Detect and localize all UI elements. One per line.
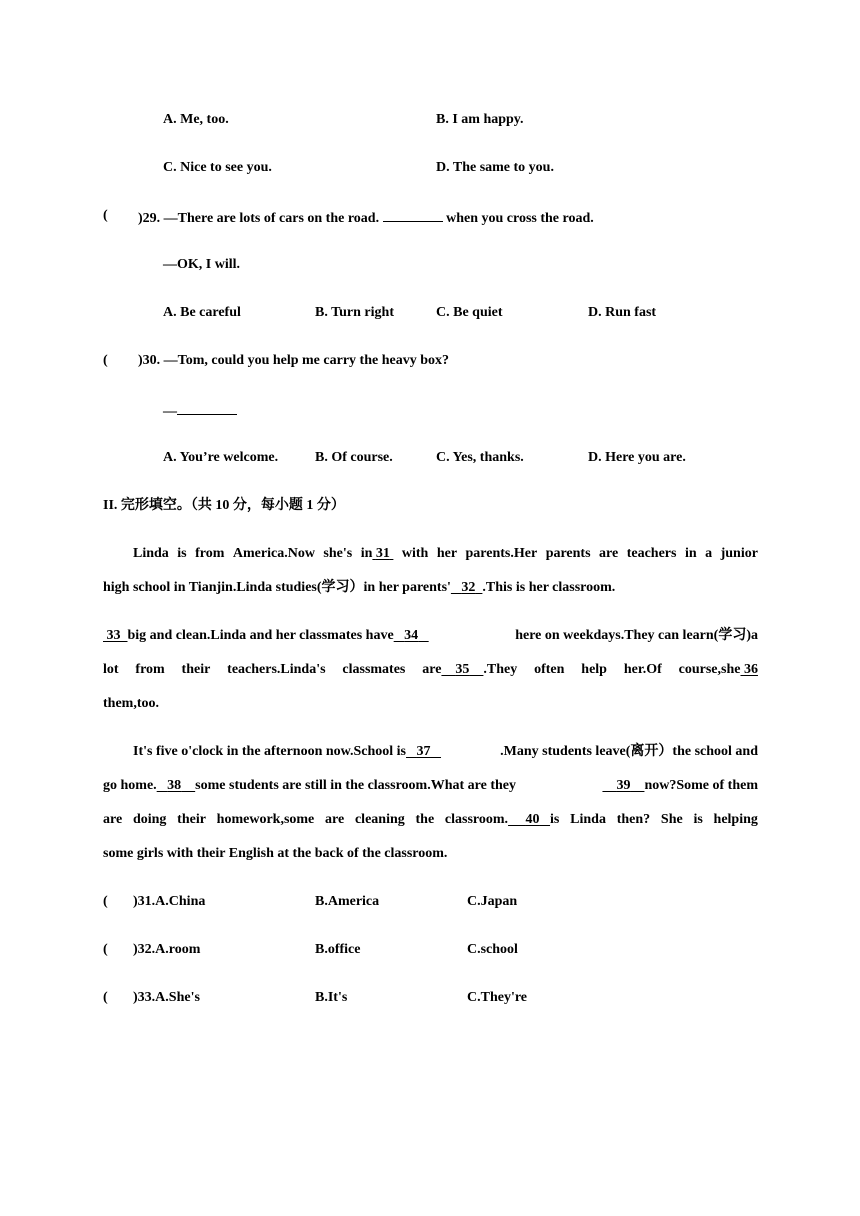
- text: It's five o'clock in the afternoon now.School is: [133, 744, 407, 759]
- passage-p1-line2: [103, 580, 615, 596]
- passage-p3-line2: [103, 778, 758, 794]
- word: cleaning: [354, 812, 405, 827]
- q28-option-b: B. I am happy.: [436, 112, 524, 127]
- word: is: [693, 812, 703, 827]
- passage-p1-line1: [133, 546, 758, 562]
- blank-32-number: 32: [461, 580, 476, 595]
- blank-37-number: 37: [416, 744, 431, 759]
- q32-option-b: B.office: [315, 942, 361, 957]
- q33-paren-open: (: [103, 990, 108, 1005]
- blank-32[interactable]: [451, 580, 483, 595]
- q28-option-c: C. Nice to see you.: [163, 160, 272, 175]
- blank-35-number: 35: [455, 662, 470, 677]
- q29-option-b: B. Turn right: [315, 305, 394, 320]
- q29-suffix: when you cross the road.: [446, 211, 594, 226]
- word: their: [177, 812, 206, 827]
- q30-reply-dash: —: [163, 404, 177, 419]
- word: are: [422, 662, 442, 677]
- q30-paren-close: ): [138, 353, 143, 368]
- blank-36[interactable]: [740, 662, 758, 677]
- word: from: [195, 546, 225, 561]
- section-title: II. 完形填空。（共 10 分，每小题 1 分）: [103, 498, 345, 513]
- word: her: [436, 546, 458, 561]
- passage-p3-line1: [133, 744, 758, 760]
- q29-option-c: C. Be quiet: [436, 305, 503, 320]
- q31-option-a: 31.A.China: [137, 894, 206, 909]
- q33-option-b: B.It's: [315, 990, 348, 1005]
- q30-option-d: D. Here you are.: [588, 450, 686, 465]
- word: are: [325, 812, 345, 827]
- q30-reply: [163, 401, 237, 420]
- word: the: [415, 812, 435, 827]
- blank-40[interactable]: [508, 812, 550, 827]
- blank-38-number: 38: [167, 778, 182, 793]
- q29-answer-blank[interactable]: [383, 208, 443, 222]
- word: with: [401, 546, 429, 561]
- q30-option-a: A. You’re welcome.: [163, 450, 279, 465]
- q30-paren-open: (: [103, 353, 108, 368]
- word: she's: [323, 546, 353, 561]
- passage-p2-line3: them,too.: [103, 696, 159, 711]
- word: doing: [132, 812, 167, 827]
- q30-option-b: B. Of course.: [315, 450, 393, 465]
- text: .Many students leave(离开）the school and: [500, 744, 758, 759]
- q31-paren-open: (: [103, 894, 108, 909]
- word: lot: [103, 662, 119, 677]
- blank-37[interactable]: [406, 744, 441, 759]
- word: are: [599, 546, 619, 561]
- q30-question: [138, 353, 449, 369]
- word: in: [360, 546, 373, 561]
- blank-31-number: 31: [375, 546, 390, 561]
- q30-option-c: C. Yes, thanks.: [436, 450, 524, 465]
- q31-label: [133, 894, 205, 910]
- blank-36-number: 36: [743, 662, 758, 677]
- q29-option-d: D. Run fast: [588, 305, 657, 320]
- word: parents.Her: [465, 546, 538, 561]
- blank-35[interactable]: [441, 662, 483, 677]
- q31-option-c: C.Japan: [467, 894, 518, 909]
- word: are: [103, 812, 123, 827]
- q28-option-d: D. The same to you.: [436, 160, 554, 175]
- q32-option-c: C.school: [467, 942, 518, 957]
- word: course,she: [678, 662, 741, 677]
- word: classroom.: [444, 812, 509, 827]
- blank-33-number: 33: [106, 628, 121, 643]
- word: help: [581, 662, 607, 677]
- passage-p3-line4: some girls with their English at the back of the classroom.: [103, 846, 448, 861]
- blank-40-number: 40: [525, 812, 540, 827]
- text: here on weekdays.They can learn(学习)a: [515, 628, 758, 643]
- blank-38[interactable]: [157, 778, 196, 793]
- word: then?: [616, 812, 651, 827]
- blank-33[interactable]: [103, 628, 128, 643]
- q32-option-a: 32.A.room: [137, 942, 201, 957]
- word: teachers.Linda's: [227, 662, 326, 677]
- q33-label: [133, 990, 200, 1006]
- passage-p3-line3: [103, 812, 758, 828]
- word: Linda: [570, 812, 606, 827]
- passage-p2-line1: [103, 628, 758, 644]
- word: a: [705, 546, 713, 561]
- text: now?Some of them: [644, 778, 758, 793]
- q29-paren-close: ): [138, 211, 143, 226]
- word: classmates: [342, 662, 406, 677]
- q29-question: [138, 208, 594, 227]
- word: is: [177, 546, 187, 561]
- q30-prompt: 30. —Tom, could you help me carry the heavy box?: [142, 353, 449, 368]
- word: homework,some: [216, 812, 315, 827]
- blank-39[interactable]: [602, 778, 644, 793]
- word: America.Now: [232, 546, 315, 561]
- q30-answer-blank[interactable]: [177, 401, 237, 415]
- text: some students are still in the classroom.What are they: [195, 778, 516, 793]
- word: Linda: [133, 546, 169, 561]
- q31-option-b: B.America: [315, 894, 380, 909]
- blank-34-number: 34: [404, 628, 419, 643]
- q29-paren-open: (: [103, 208, 108, 223]
- q29-reply: —OK, I will.: [163, 257, 241, 272]
- word: helping: [713, 812, 758, 827]
- word: their: [181, 662, 211, 677]
- blank-34[interactable]: [394, 628, 429, 643]
- text: .This is her classroom.: [482, 580, 616, 595]
- word: junior: [720, 546, 758, 561]
- q33-paren-close: ): [133, 990, 138, 1005]
- q33-option-c: C.They're: [467, 990, 528, 1005]
- word: from: [135, 662, 165, 677]
- word: often: [534, 662, 565, 677]
- text: go home.: [103, 778, 157, 793]
- q32-label: [133, 942, 200, 958]
- blank-31[interactable]: [372, 546, 393, 561]
- text: high school in Tianjin.Linda studies(学习）in her parents': [103, 580, 451, 595]
- word: her.Of: [623, 662, 662, 677]
- q31-paren-close: ): [133, 894, 138, 909]
- word: in: [684, 546, 697, 561]
- q29-prefix: 29. —There are lots of cars on the road.: [142, 211, 380, 226]
- q32-paren-close: ): [133, 942, 138, 957]
- q29-option-a: A. Be careful: [163, 305, 241, 320]
- passage-p2-line2: [103, 662, 758, 678]
- word: She: [660, 812, 683, 827]
- word: .They: [483, 662, 518, 677]
- word: teachers: [626, 546, 677, 561]
- q33-option-a: 33.A.She's: [137, 990, 200, 1005]
- blank-39-number: 39: [616, 778, 631, 793]
- text: big and clean.Linda and her classmates have: [127, 628, 394, 643]
- word: is: [550, 812, 560, 827]
- q32-paren-open: (: [103, 942, 108, 957]
- word: parents: [545, 546, 591, 561]
- q28-option-a: A. Me, too.: [163, 112, 229, 127]
